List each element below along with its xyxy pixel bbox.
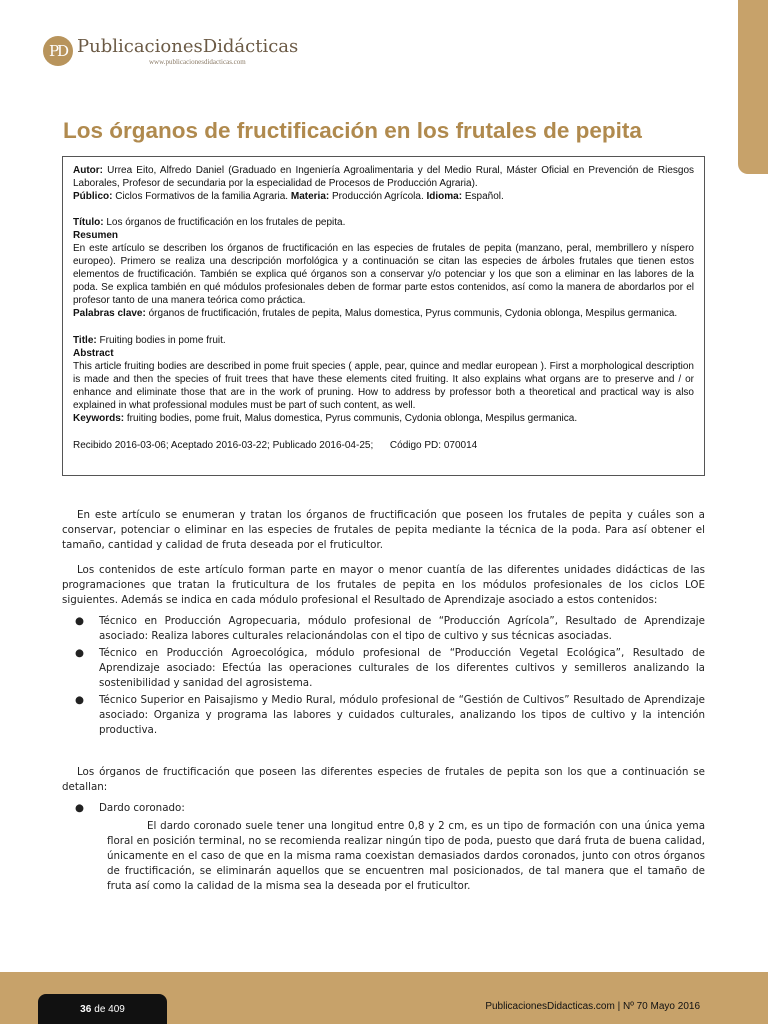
modules-list [62,614,705,738]
dates-line [73,439,694,452]
list-item [62,693,705,738]
resumen-text: En este artículo se describen los órganos de fructificación en las especies de frutales de pepita (manzano, peral, membrillero y níspero europeo). Primero se realiza una descripción morfológica y a continuación se citan las especies de árboles frutales que tienen estos elementos de fructificación. También se explica qué órganos son a conservar y/o potenciar y los que son a eliminar en las labores de la poda. Se explica también en qué módulos profesionales deben de formar parte estos contenidos, así como la manera de abordarlos por el profesor tanto de una manera teórica como práctica. [73,243,694,306]
bullet-icon: ● [75,802,84,814]
dardo-heading: Dardo coronado: [99,802,185,814]
language-value: Español. [464,191,504,202]
footer-publication-info: PublicacionesDidacticas.com | Nº 70 Mayo 2016 [485,1001,700,1012]
english-title-label: Title: [73,335,97,346]
list-item-text: Técnico en Producción Agroecológica, módulo profesional de “Producción Vegetal Ecológica”, Resultado de Aprendizaje asociado: Efectúa las operaciones culturales de los diferentes cultivos y semilleros analizando la sostenibilidad y sanidad del agrosistema. [99,647,705,689]
subject-value: Producción Agrícola. [332,191,424,202]
author-line [73,164,694,190]
logo-mark-icon: PD [43,36,73,66]
list-item-text: Técnico Superior en Paisajismo y Medio Rural, módulo profesional de “Gestión de Cultivos” Resultado de Aprendizaje asociado: Organiza y programa las labores y cuidados culturales, analizando los tipos de cultivo y la intención productiva. [99,694,705,736]
spanish-title-value: Los órganos de fructificación en los frutales de pepita. [106,217,346,228]
bullet-icon: ● [75,615,84,627]
audience-value: Ciclos Formativos de la familia Agraria. [115,191,289,202]
page-number-badge [38,994,167,1024]
keywords-es-line [73,307,694,320]
abstract-box [62,156,705,476]
audience-line [73,190,694,203]
resumen-heading [73,229,694,242]
list-item [62,646,705,691]
article-body [62,508,705,894]
resumen-label: Resumen [73,230,119,241]
list-item-text: Técnico en Producción Agropecuaria, módulo profesional de “Producción Agrícola”, Resultado de Aprendizaje asociado: Realiza labores culturales relacionándolas con el tipo de cultivo y sus técnicas asociadas. [99,615,705,642]
english-title-line [73,334,694,347]
page-title: Los órganos de fructificación en los frutales de pepita [63,118,642,143]
bullet-icon: ● [75,694,84,706]
subject-label: Materia: [290,191,330,202]
list-item [62,801,705,816]
list-item [62,614,705,644]
logo-name: PublicacionesDidácticas [77,36,299,57]
publisher-logo[interactable] [43,36,298,66]
keywords-es-label: Palabras clave: [73,308,146,319]
english-title-value: Fruiting bodies in pome fruit. [99,335,226,346]
pd-code: Código PD: 070014 [389,440,478,451]
abstract-heading [73,347,694,360]
logo-url: www.publicacionesdidacticas.com [149,58,246,66]
keywords-en-line [73,412,694,425]
audience-label: Público: [73,191,113,202]
body-paragraph: Los órganos de fructificación que poseen las diferentes especies de frutales de pepita son los que a continuación se detallan: [62,766,705,793]
dardo-paragraph: El dardo coronado suele tener una longitud entre 0,8 y 2 cm, es un tipo de formación con una única yema floral en posición terminal, no se recomienda realizar ningún tipo de poda, puesto que dará fruta de buena calidad, únicamente en el caso de que en la misma rama coexistan demasiados dardos coronados, junto con otros órganos de fructificación, se eliminarán aquellos que se encuentren mal posicionados, de tal manera que el tamaño de fruta así como la calidad de la misma sea la deseada por el fruticultor. [107,820,705,892]
publication-dates: Recibido 2016-03-06; Aceptado 2016-03-22; Publicado 2016-04-25; [73,440,374,451]
language-label: Idioma: [426,191,463,202]
keywords-es-value: órganos de fructificación, frutales de pepita, Malus domestica, Pyrus communis, Cydonia oblonga, Mespilus germanica. [148,308,678,319]
spanish-title-line [73,216,694,229]
side-tab-decoration [738,0,768,174]
organs-list [62,801,705,816]
keywords-en-value: fruiting bodies, pome fruit, Malus domestica, Pyrus communis, Cydonia oblonga, Mespilus germanica. [126,413,578,424]
page-current: 36 [80,1003,92,1015]
author-value: Urrea Eito, Alfredo Daniel (Graduado en Ingeniería Agroalimentaria y del Medio Rural, Máster Oficial en Prevención de Riesgos Laborales, Profesor de secundaria por la especialidad de Procesos de Producción Agraria). [73,165,695,189]
logo-text [77,36,298,66]
keywords-en-label: Keywords: [73,413,125,424]
spanish-title-label: Título: [73,217,104,228]
author-label: Autor: [73,165,103,176]
abstract-text: This article fruiting bodies are described in pome fruit species ( apple, pear, quince and medlar european ). First a morphological description is made and then the species of fruit trees that have these elements cited fruiting. It also explains what organs are to preserve and / or enhance and eliminate those that are in the work of pruning. How to address by professor both a theoretical and practical way is also explained in what professional modules must be part of such content, as well. [73,361,694,411]
abstract-label: Abstract [73,348,114,359]
body-paragraph: Los contenidos de este artículo forman parte en mayor o menor cuantía de las diferentes unidades didácticas de las programaciones que tratan la fruticultura de los frutales de pepita en los módulos profesionales de los ciclos LOE siguientes. Además se indica en cada módulo profesional el Resultado de Aprendizaje asociado a estos contenidos: [62,564,705,606]
bullet-icon: ● [75,647,84,659]
body-paragraph: En este artículo se enumeran y tratan los órganos de fructificación que poseen los frutales de pepita y cuáles son a conservar, potenciar o eliminar en las especies de frutales de pepita mediante la técnica de la poda. Para así obtener el tamaño, cantidad y calidad de fruta deseada por el fruticultor. [62,509,705,551]
page-total: de 409 [94,1003,125,1015]
